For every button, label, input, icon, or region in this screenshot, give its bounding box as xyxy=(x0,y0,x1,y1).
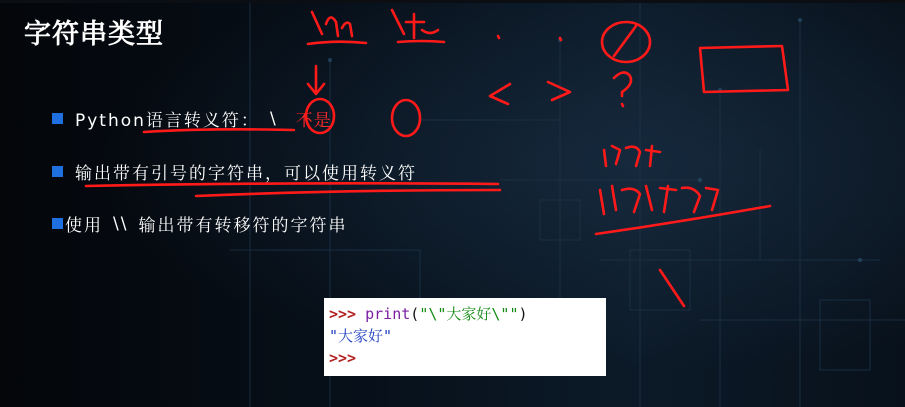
paren-open: ( xyxy=(410,305,420,323)
ink-stroke-lower xyxy=(660,270,684,306)
slide-title: 字符串类型 xyxy=(24,19,164,50)
double-backslash-code: \\ xyxy=(113,213,129,234)
string-literal: "\"大家好\"" xyxy=(419,305,519,323)
paren-close: ) xyxy=(518,305,528,323)
bullet-text: 使用 xyxy=(65,216,103,236)
ink-scribble-t xyxy=(392,10,438,38)
print-keyword: print xyxy=(365,305,411,323)
ink-greater-than xyxy=(548,82,570,100)
ink-less-than xyxy=(490,84,510,104)
ink-underline-right xyxy=(596,206,770,234)
shell-prompt: >>> xyxy=(329,349,357,367)
ink-word-xiangdui xyxy=(600,186,718,214)
shell-output: "大家好" xyxy=(329,327,393,345)
bullet-text: 输出带有引号的字符串，可以使用转义符 xyxy=(75,164,417,184)
shell-prompt: >>> xyxy=(329,305,357,323)
ink-arrow xyxy=(308,66,324,94)
ink-box xyxy=(700,46,788,92)
ink-scribble-n xyxy=(312,12,352,36)
ink-circle-backslash xyxy=(306,99,334,133)
ink-dot xyxy=(498,36,561,40)
ink-underline-t xyxy=(398,41,444,42)
ink-underline-row2 xyxy=(86,183,498,186)
backslash-code: \ xyxy=(269,108,278,129)
bullet-text: Python语言转义符： xyxy=(75,111,260,131)
red-note: 不是 xyxy=(295,111,332,131)
ink-underline-n xyxy=(308,42,366,44)
ink-underline-row1 xyxy=(144,129,294,132)
ink-word-lujing xyxy=(604,146,660,166)
ink-slash xyxy=(614,26,636,56)
ink-circle xyxy=(602,22,650,62)
ink-question xyxy=(614,72,631,106)
ink-underline-row2b xyxy=(196,190,500,196)
bullet-text-after: 输出带有转移符的字符串 xyxy=(138,216,348,236)
ink-circle-slash xyxy=(392,100,420,136)
